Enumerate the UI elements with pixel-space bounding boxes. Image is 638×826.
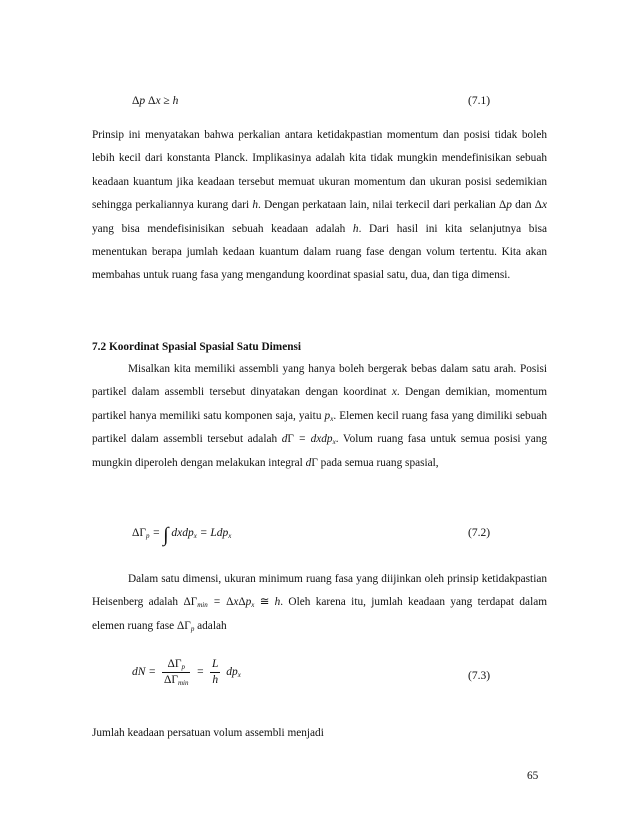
paragraph-text: adalah bbox=[197, 619, 227, 632]
equation-7-3-expression: dN = $\frac{\Delta\Gamma_p}{\Delta\Gamma_{min}}$ = $\frac{L}{h}$ $dp_x$ bbox=[132, 658, 241, 687]
paragraph-text: yang bisa mendefisinisikan sebuah keadaan adalah bbox=[92, 222, 346, 235]
paragraph-text: Misalkan kita memiliki assembli yang hanya boleh bergerak bebas dalam satu arah. Posisi partikel dalam assembli tersebut dinyatakan dengan koordinat bbox=[92, 363, 547, 399]
paragraph-text: Jumlah keadaan persatuan volum assembli menjadi bbox=[92, 727, 324, 739]
equation-7-2 bbox=[0, 524, 638, 557]
section-heading: 7.2 Koordinat Spasial Spasial Satu Dimensi bbox=[92, 341, 302, 353]
equation-7-2-expression: $\Delta\Gamma_p$ = ∫ dxdp$_x$ = Ldp$_x$ bbox=[132, 524, 232, 546]
paragraph-text: . Elemen kecil ruang fasa yang dimiliki sebuah partikel dalam assembli tersebut adalah bbox=[92, 409, 548, 446]
paragraph-text: . Dari hasil ini kita selanjutnya bisa menentukan berapa jumlah kedaan kuantum dalam ruang fase dengan volum tertentu. Kita akan membahas untuk ruang fasa yang mengandung koordinat spasial satu, dua, dan tiga dimensi. bbox=[92, 222, 548, 282]
equation-7-1-expression: Δp Δx ≥ h bbox=[132, 95, 179, 107]
equation-7-3-number: (7.3) bbox=[468, 670, 491, 682]
paragraph-text: . Dengan perkataan lain, nilai terkecil dari perkalian bbox=[258, 199, 496, 212]
paragraph-one-dimension: Misalkan kita memiliki assembli yang hanya boleh bergerak bebas dalam satu arah. Posisi partikel dalam assembli tersebut dinyatakan dengan koordinat x. Dengan demikian, momentum partikel hanya memiliki satu komponen saja, yaitu $p_x$. Elemen kecil ruang fasa yang dimiliki sebuah partikel dalam assembli tersebut adalah dΓ = dxdp$_x$. Volum ruang fasa untuk semua posisi yang mungkin diperoleh dengan melakukan integral dΓ pada semua ruang spasial, bbox=[92, 363, 548, 469]
equation-7-1 bbox=[0, 95, 638, 125]
page-number: 65 bbox=[527, 770, 539, 782]
paragraph-text: Dalam satu dimensi, ukuran minimum ruang fasa yang diijinkan oleh prinsip ketidakpastian Heisenberg adalah bbox=[92, 573, 547, 609]
paragraph-text: . Oleh karena itu, jumlah keadaan yang terdapat dalam elemen ruang fase bbox=[92, 596, 548, 632]
paragraph-text: dan bbox=[515, 199, 532, 212]
paragraph-heisenberg: Dalam satu dimensi, ukuran minimum ruang fasa yang diijinkan oleh prinsip ketidakpastian Heisenberg adalah $\Delta\Gamma_{min} = \Delta x\Delta p_x$ ≅ h. Oleh karena itu, jumlah keadaan yang terdapat dalam elemen ruang fase $\Delta\Gamma_p$ adalah bbox=[92, 573, 548, 633]
paragraph-text: Prinsip ini menyatakan bahwa perkalian antara ketidakpastian momentum dan posisi tidak boleh lebih kecil dari konstanta Planck. Implikasinya adalah kita tidak mungkin mendefinisikan sebuah keadaan kuantum jika keadaan tersebut memuat ukuran momentum dan ukuran posisi sedemikian sehingga perkaliannya kurang dari bbox=[92, 129, 547, 212]
paragraph-text: . Volum ruang fasa untuk semua posisi yang mungkin diperoleh dengan melakukan integral bbox=[92, 433, 547, 469]
paragraph-text: pada semua ruang spasial, bbox=[320, 456, 439, 469]
paragraph-uncertainty-principle: Prinsip ini menyatakan bahwa perkalian antara ketidakpastian momentum dan posisi tidak boleh lebih kecil dari konstanta Planck. Implikasinya adalah kita tidak mungkin mendefinisikan sebuah keadaan kuantum jika keadaan tersebut memuat ukuran momentum dan ukuran posisi sedemikian sehingga perkaliannya kurang dari h. Dengan perkataan lain, nilai terkecil dari perkalian Δp dan Δx yang bisa mendefisinisikan sebuah keadaan adalah h. Dari hasil ini kita selanjutnya bisa menentukan berapa jumlah kedaan kuantum dalam ruang fase dengan volum tertentu. Kita akan membahas untuk ruang fasa yang mengandung koordinat spasial satu, dua, dan tiga dimensi. bbox=[92, 129, 548, 282]
equation-7-2-number: (7.2) bbox=[468, 527, 491, 539]
equation-7-3 bbox=[0, 658, 638, 700]
paragraph-states-per-volume bbox=[92, 722, 547, 745]
equation-7-1-number: (7.1) bbox=[468, 95, 491, 107]
paragraph-text: . Dengan demikian, momentum partikel hanya memiliki satu komponen saja, yaitu bbox=[92, 386, 547, 422]
